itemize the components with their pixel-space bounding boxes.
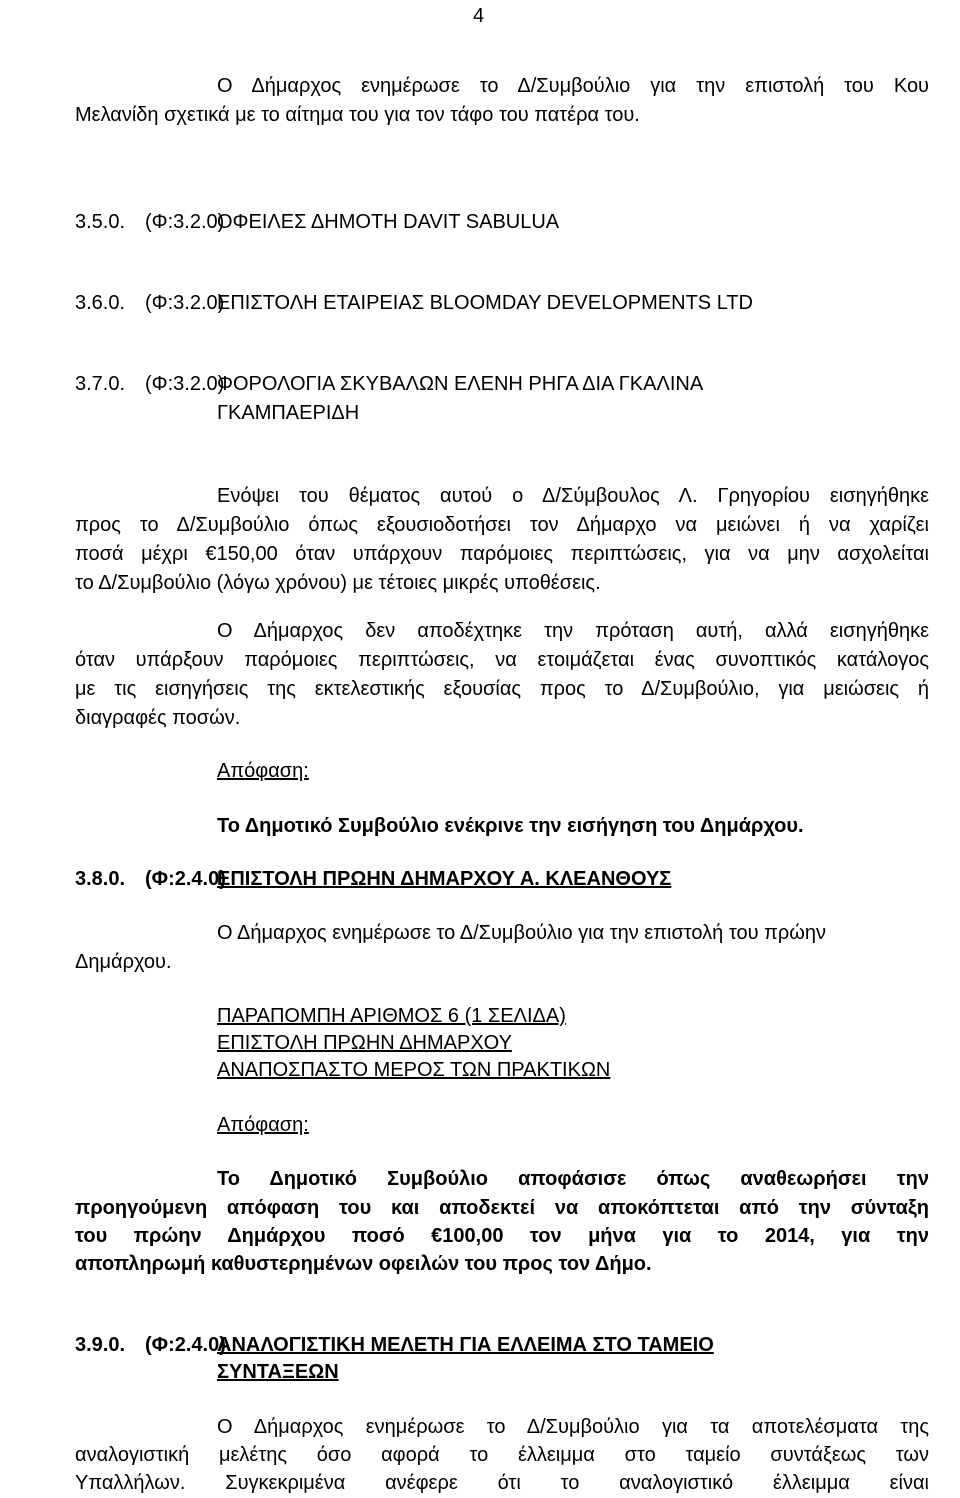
decision-label: Απόφαση: [217, 760, 309, 782]
sec39-lead: Ο Δήμαρχος ενημέρωσε το Δ/Συμβούλιο για τα αποτελέσματα της [217, 1416, 929, 1438]
sec37-para2-line: όταν υπάρξουν παρόμοιες περιπτώσεις, να ετοιμάζεται ένας συνοπτικός κατάλογος [75, 649, 929, 671]
item-title: ΟΦΕΙΛΕΣ ΔΗΜΟΤΗ DAVIT SABULUA [217, 211, 560, 233]
item-number: 3.5.0. [75, 211, 126, 233]
item-number: 3.6.0. [75, 292, 126, 314]
reference-line: ΕΠΙΣΤΟΛΗ ΠΡΩΗΝ ΔΗΜΑΡΧΟΥ [217, 1032, 512, 1054]
item-title-cont: ΓΚΑΜΠΑΕΡΙΔΗ [217, 402, 360, 424]
decision-text: Το Δημοτικό Συμβούλιο ενέκρινε την εισήγηση του Δημάρχου. [217, 815, 804, 837]
sec37-para2-line: με τις εισηγήσεις της εκτελεστικής εξουσίας προς το Δ/Συμβούλιο, για μειώσεις ή [75, 678, 929, 700]
item-number: 3.8.0. [75, 868, 126, 890]
item-title: ΕΠΙΣΤΟΛΗ ΠΡΩΗΝ ΔΗΜΑΡΧΟΥ Α. ΚΛΕΑΝΘΟΥΣ [217, 868, 672, 890]
intro-line-2: Μελανίδη σχετικά με το αίτημα του για τον τάφο του πατέρα του. [75, 104, 640, 126]
sec38-decision-last: αποπληρωμή καθυστερημένων οφειλών του προς τον Δήμο. [75, 1253, 652, 1275]
sec37-para1-line: προς το Δ/Συμβούλιο όπως εξουσιοδοτήσει τον Δήμαρχο να μειώνει ή να χαρίζει [75, 514, 929, 536]
item-code: (Φ:3.2.0) [145, 211, 225, 233]
intro-line-1: Ο Δήμαρχος ενημέρωσε το Δ/Συμβούλιο για την επιστολή του Κου [217, 75, 929, 97]
item-code: (Φ:2.4.0) [145, 1334, 226, 1356]
reference-line: ΑΝΑΠΟΣΠΑΣΤΟ ΜΕΡΟΣ ΤΩΝ ΠΡΑΚΤΙΚΩΝ [217, 1059, 611, 1081]
page-number: 4 [473, 5, 485, 27]
item-code: (Φ:3.2.0) [145, 292, 225, 314]
item-title: ΑΝΑΛΟΓΙΣΤΙΚΗ ΜΕΛΕΤΗ ΓΙΑ ΕΛΛΕΙΜΑ ΣΤΟ ΤΑΜΕΙΟ [217, 1334, 714, 1356]
sec37-para1-line: ποσά μέχρι €150,00 όταν υπάρχουν παρόμοιες περιπτώσεις, για να μην ασχολείται [75, 543, 929, 565]
decision-label: Απόφαση: [217, 1114, 309, 1136]
item-code: (Φ:2.4.0) [145, 868, 226, 890]
sec38-decision-line: προηγούμενη απόφαση του και αποδεκτεί να αποκόπτεται από την σύνταξη [75, 1197, 929, 1219]
item-title: ΦΟΡΟΛΟΓΙΑ ΣΚΥΒΑΛΩΝ ΕΛΕΝΗ ΡΗΓΑ ΔΙΑ ΓΚΑΛΙΝΑ [217, 373, 704, 395]
sec37-para1-lead: Ενόψει του θέματος αυτού ο Δ/Σύμβουλος Λ. Γρηγορίου εισηγήθηκε [217, 485, 929, 507]
sec38-lead-end: Δημάρχου. [75, 951, 172, 973]
sec37-para2-lead: Ο Δήμαρχος δεν αποδέχτηκε την πρόταση αυτή, αλλά εισηγήθηκε [217, 620, 929, 642]
sec37-para1-last: το Δ/Συμβούλιο (λόγω χρόνου) με τέτοιες μικρές υποθέσεις. [75, 572, 601, 594]
reference-line: ΠΑΡΑΠΟΜΠΗ ΑΡΙΘΜΟΣ 6 (1 ΣΕΛΙΔΑ) [217, 1005, 566, 1027]
item-number: 3.7.0. [75, 373, 126, 395]
item-code: (Φ:3.2.0) [145, 373, 225, 395]
item-title-cont: ΣΥΝΤΑΞΕΩΝ [217, 1361, 339, 1383]
item-number: 3.9.0. [75, 1334, 126, 1356]
sec37-para2-last: διαγραφές ποσών. [75, 707, 241, 729]
sec39-line: Υπαλλήλων. Συγκεκριμένα ανέφερε ότι το αναλογιστικό έλλειμμα είναι [75, 1472, 929, 1494]
sec39-line: αναλογιστική μελέτης όσο αφορά το έλλειμμα στο ταμείο συντάξεως των [75, 1444, 929, 1466]
sec38-lead: Ο Δήμαρχος ενημέρωσε το Δ/Συμβούλιο για την επιστολή του πρώην [217, 922, 826, 944]
sec38-decision-lead: Το Δημοτικό Συμβούλιο αποφάσισε όπως αναθεωρήσει την [217, 1168, 929, 1190]
sec38-decision-line: του πρώην Δημάρχου ποσό €100,00 τον μήνα για το 2014, για την [75, 1225, 929, 1247]
item-title: ΕΠΙΣΤΟΛΗ ΕΤΑΙΡΕΙΑΣ BLOOMDAY DEVELOPMENTS LTD [217, 292, 753, 314]
